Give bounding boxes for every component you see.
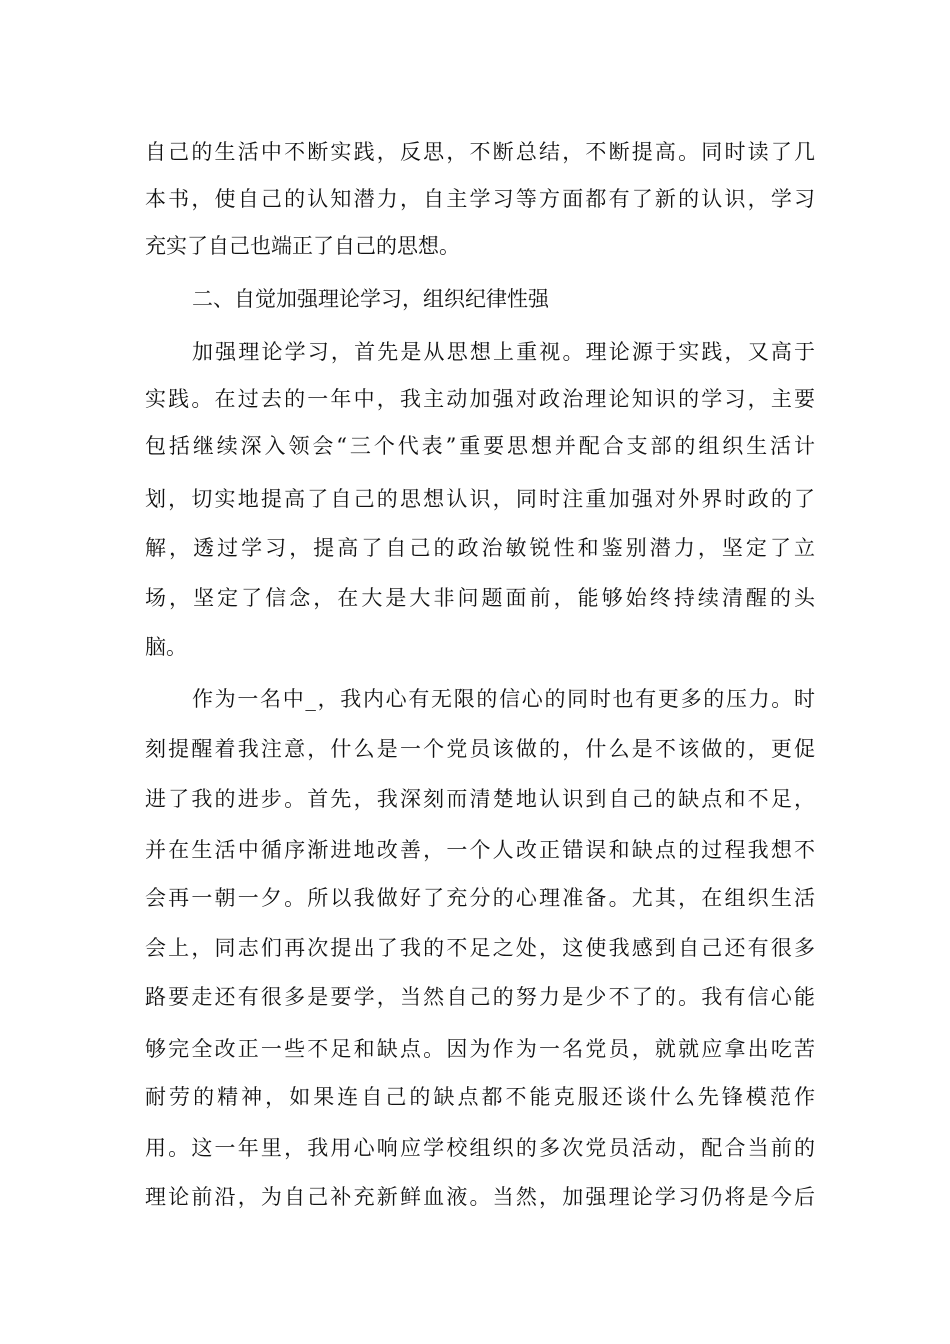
text-line: 路要走还有很多是要学，当然自己的努力是少不了的。我有信心能 xyxy=(145,985,815,1009)
section-heading: 二、自觉加强理论学习，组织纪律性强 xyxy=(192,287,549,311)
text-line: 够完全改正一些不足和缺点。因为作为一名党员，就就应拿出吃苦 xyxy=(145,1037,815,1061)
text-line: 刻提醒着我注意，什么是一个党员该做的，什么是不该做的，更促 xyxy=(145,737,815,761)
text-line: 会再一朝一夕。所以我做好了充分的心理准备。尤其，在组织生活 xyxy=(145,886,815,910)
text-line: 划，切实地提高了自己的思想认识，同时注重加强对外界时政的了 xyxy=(145,487,815,511)
text-line: 解，透过学习，提高了自己的政治敏锐性和鉴别潜力，坚定了立 xyxy=(145,536,815,560)
text-line: 实践。在过去的一年中，我主动加强对政治理论知识的学习，主要 xyxy=(145,387,815,411)
text-line: 场，坚定了信念，在大是大非问题面前，能够始终持续清醒的头 xyxy=(145,586,815,610)
text-line: 并在生活中循序渐进地改善，一个人改正错误和缺点的过程我想不 xyxy=(145,838,815,862)
text-line: 自己的生活中不断实践，反思，不断总结，不断提高。同时读了几 xyxy=(145,140,815,164)
text-line: 用。这一年里，我用心响应学校组织的多次党员活动，配合当前的 xyxy=(145,1136,815,1160)
text-line: 本书，使自己的认知潜力，自主学习等方面都有了新的认识，学习 xyxy=(145,187,815,211)
text-line: 包括继续深入领会“三个代表”重要思想并配合支部的组织生活计 xyxy=(145,434,815,458)
text-line: 进了我的进步。首先，我深刻而清楚地认识到自己的缺点和不足， xyxy=(145,787,815,811)
text-line: 充实了自己也端正了自己的思想。 xyxy=(145,234,460,258)
text-line: 会上，同志们再次提出了我的不足之处，这使我感到自己还有很多 xyxy=(145,936,815,960)
text-line: 脑。 xyxy=(145,635,187,659)
text-line: 理论前沿，为自己补充新鲜血液。当然，加强理论学习仍将是今后 xyxy=(145,1185,815,1209)
text-line: 耐劳的精神，如果连自己的缺点都不能克服还谈什么先锋模范作 xyxy=(145,1085,815,1109)
text-line: 作为一名中_，我内心有无限的信心的同时也有更多的压力。时 xyxy=(192,687,815,711)
text-line: 加强理论学习，首先是从思想上重视。理论源于实践，又高于 xyxy=(192,340,815,364)
